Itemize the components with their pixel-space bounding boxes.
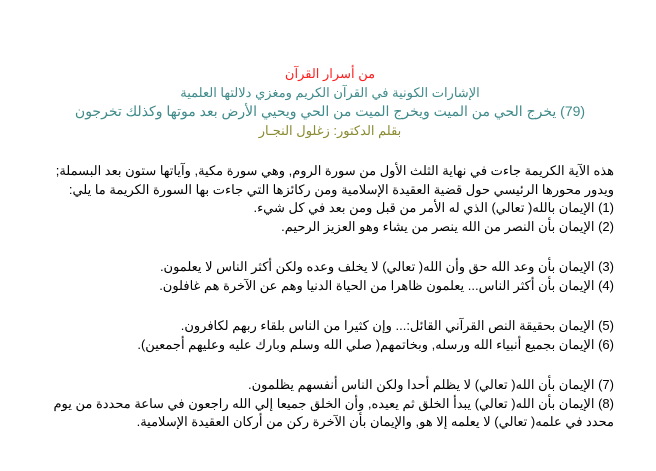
list-item: (8) الإيمان بأن الله( تعالي) يبدأ الخلق ثم يعيده, وأن الخلق جميعا إلي الله راجعون في ساعة محددة من يوم محدد في علمه( تعالي) لا يعلمه إلا هو, والإيمان بأن الآخرة ركن من أركان العقيدة الإسلامية. xyxy=(53,395,614,429)
series-subtitle: الإشارات الكونية في القرآن الكريم ومغزي دلالتها العلمية xyxy=(180,85,480,100)
section-title: من أسرار القرآن xyxy=(284,66,376,81)
article-body xyxy=(40,162,614,432)
verse-heading: (79) يخرج الحي من الميت ويخرج الميت من الحي ويحيي الأرض بعد موتها وكذلك تخرجون xyxy=(74,103,586,119)
author-byline: بقلم الدكتور: زغلول النجـار xyxy=(258,123,402,138)
list-item: (7) الإيمان بأن الله( تعالي) لا يظلم أحدا ولكن الناس أنفسهم يظلمون. xyxy=(248,377,614,392)
intro-paragraph: هذه الآية الكريمة جاءت في نهاية الثلث الأول من سورة الروم, وهي سورة مكية, وآياتها ستون بعد البسملة; ويدور محورها الرئيسي حول قضية العقيدة الإسلامية ومن ركائزها التي جاءت بها السورة الكريمة ما يلي: xyxy=(55,163,614,197)
list-item: (1) الإيمان بالله( تعالي) الذي له الأمر من قبل ومن بعد في كل شيء. xyxy=(253,200,614,215)
list-item: (5) الإيمان بحقيقة النص القرآني القائل:... وإن كثيرا من الناس بلقاء ربهم لكافرون. xyxy=(180,318,614,333)
list-item: (2) الإيمان بأن النصر من الله ينصر من يشاء وهو العزيز الرحيم. xyxy=(281,218,614,234)
list-item: (4) الإيمان بأن أكثر الناس... يعلمون ظاهرا من الحياة الدنيا وهم عن الآخرة هم غافلون. xyxy=(159,277,614,293)
list-item: (6) الإيمان بجميع أنبياء الله ورسله, وبخاتمهم( صلي الله وسلم وبارك عليه وعليهم أجمعين). xyxy=(137,336,614,352)
list-item: (3) الإيمان بأن وعد الله حق وأن الله( تعالي) لا يخلف وعده ولكن أكثر الناس لا يعلمون. xyxy=(159,259,614,274)
article-header xyxy=(40,64,620,140)
